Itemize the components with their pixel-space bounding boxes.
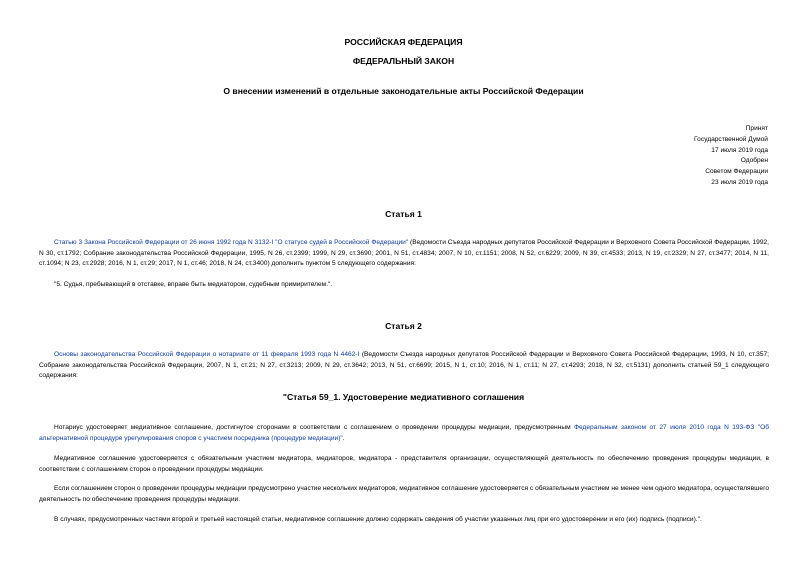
approved-label: Одобрен bbox=[740, 157, 768, 165]
approved-by: Советом Федерации bbox=[705, 168, 768, 176]
article-2-paragraph bbox=[39, 350, 769, 382]
article-1-heading: Статья 1 bbox=[385, 209, 422, 219]
accepted-by: Государственной Думой bbox=[694, 135, 768, 143]
paragraph-1-end: . bbox=[342, 434, 345, 442]
article-2-heading: Статья 2 bbox=[385, 321, 422, 331]
doc-type-heading: ФЕДЕРАЛЬНЫЙ ЗАКОН bbox=[352, 56, 455, 66]
acceptance-block bbox=[694, 124, 768, 189]
approved-date: 23 июля 2019 года bbox=[711, 178, 768, 186]
article-2-text: (Ведомости Съезда народных депутатов Российской Федерации и Верховного Совета Российской Федерации, 1993, N 10, ст.357; Собрание законодательства Российской Федерации, 2007, N 1, ст.21; N 27, ст.3213; 2009, N 29, ст.3642; 2013, N 51, ст.6699; 2015, N 1, ст.10; 2016, N 1, ст.11; N 27, ст.4293; 2018, N 32, ст.5131) дополнить статьей 59_1 следующего содержания: bbox=[39, 351, 770, 380]
mediation-law-link[interactable]: Федеральным законом от 27 июля 2010 года N 193-ФЗ "Об альтернативной процедуре урегулирования споров с участием посредника (процедуре медиации)" bbox=[39, 424, 770, 442]
country-heading: РОССИЙСКАЯ ФЕДЕРАЦИЯ bbox=[344, 37, 463, 47]
law-title: О внесении изменений в отдельные законодательные акты Российской Федерации bbox=[223, 86, 584, 96]
accepted-date: 17 июля 2019 года bbox=[711, 146, 768, 154]
article-1-text: (Ведомости Съезда народных депутатов Российской Федерации и Верховного Совета Российской Федерации, 1992, N 30, ст.1792; Собрание законодательства Российской Федерации, 1995, N 26, ст.2399; 1999, N 29, ст.3690; 2001, N 51, ст.4834; 2007, N 10, ст.1151; 2008, N 52, ст.6229; 2009, N 39, ст.4533; 2013, N 19, ст.2329; N 27, ст.3477; 2014, N 11, ст.1094; N 23, ст.2928; 2016, N 1, ст.29; 2017, N 1, ст.46; 2018, N 24, ст.3400) дополнить пунктом 5 следующего содержания: bbox=[39, 239, 769, 268]
notary-law-link[interactable]: Основы законодательства Российской Федерации о нотариате от 11 февраля 1993 года N 4462-I bbox=[54, 351, 360, 358]
law-3132-link[interactable]: Статью 3 Закона Российской Федерации от 26 июня 1992 года N 3132-I "О статусе судей в Российской Федерации" bbox=[54, 239, 409, 246]
paragraph-1-text: Нотариус удостоверяет медиативное соглашение, достигнутое сторонами в соответствии с соглашением о проведении процедуры медиации, предусмотренным bbox=[54, 424, 574, 431]
article-59-1-paragraph-2: Медиативное соглашение удостоверяется с обязательным участием медиатора, медиаторов, медиатора - представителя организации, осуществляющей деятельность по обеспечению проведения процедуры медиации, в соответствии с соглашением сторон о проведении процедуры медиации. bbox=[39, 455, 769, 473]
article-59-1-paragraph-3: Если соглашением сторон о проведении процедуры медиации предусмотрено участие нескольких медиаторов, медиативное соглашение удостоверяется с обязательным участием не менее чем одного медиатора, осуществлявшего деятельность по обеспечению проведения процедуры медиации. bbox=[39, 485, 769, 503]
accepted-label: Принят bbox=[745, 125, 768, 132]
article-59-1-paragraph-1 bbox=[39, 423, 769, 444]
article-59-1-heading: "Статья 59_1. Удостоверение медиативного соглашения bbox=[282, 392, 525, 402]
article-59-1-paragraph-4: В случаях, предусмотренных частями второй и третьей настоящей статьи, медиативное соглашение должно содержать сведения об участии указанных лиц при его удостоверении и его (их) подпись (подписи).". bbox=[54, 516, 702, 523]
article-1-paragraph bbox=[39, 238, 769, 270]
article-1-quote: "5. Судья, пребывающий в отставке, вправе быть медиатором, судебным примирителем.". bbox=[54, 281, 333, 288]
